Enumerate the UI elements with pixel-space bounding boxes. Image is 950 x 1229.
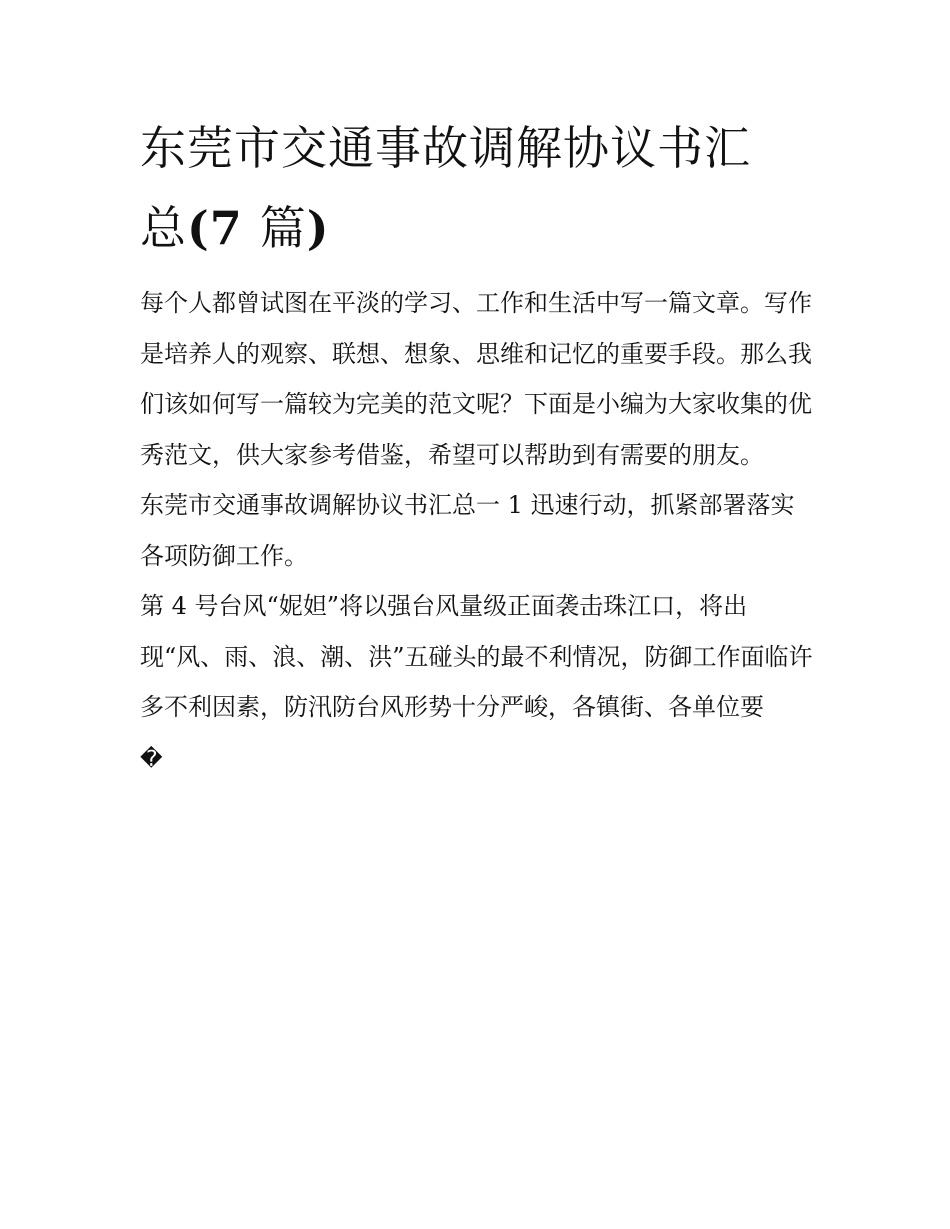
title-line-2-prefix: 总 — [140, 201, 187, 255]
title-line-1: 东莞市交通事故调解协议书汇 — [140, 121, 751, 175]
intro-paragraph: 每个人都曾试图在平淡的学习、工作和生活中写一篇文章。写作是培养人的观察、联想、想象、思维和记忆的重要手段。那么我们该如何写一篇较为完美的范文呢？下面是小编为大家收集的优秀范文，供大家参考借鉴，希望可以帮助到有需要的朋友。 — [140, 289, 812, 469]
title-count-open: (7 — [187, 201, 260, 255]
replacement-character: � — [140, 746, 163, 772]
typhoon-paragraph-line: 第 4 号台风“妮妲”将以强台风量级正面袭击珠江口，将出 — [140, 592, 748, 620]
truncated-text — [140, 733, 815, 786]
typhoon-paragraph: 现“风、雨、浪、潮、洪”五碰头的最不利情况，防御工作面临许多不利因素，防汛防台风形势十分严峻，各镇街、各单位要 — [140, 642, 813, 721]
title-count-unit: 篇 — [259, 201, 307, 255]
document-body — [140, 278, 815, 785]
section-heading-paragraph: 东莞市交通事故调解协议书汇总一 1 迅速行动，抓紧部署落实各项防御工作。 — [140, 491, 795, 570]
title-count-close: ) — [306, 201, 330, 255]
document-title — [140, 108, 820, 268]
